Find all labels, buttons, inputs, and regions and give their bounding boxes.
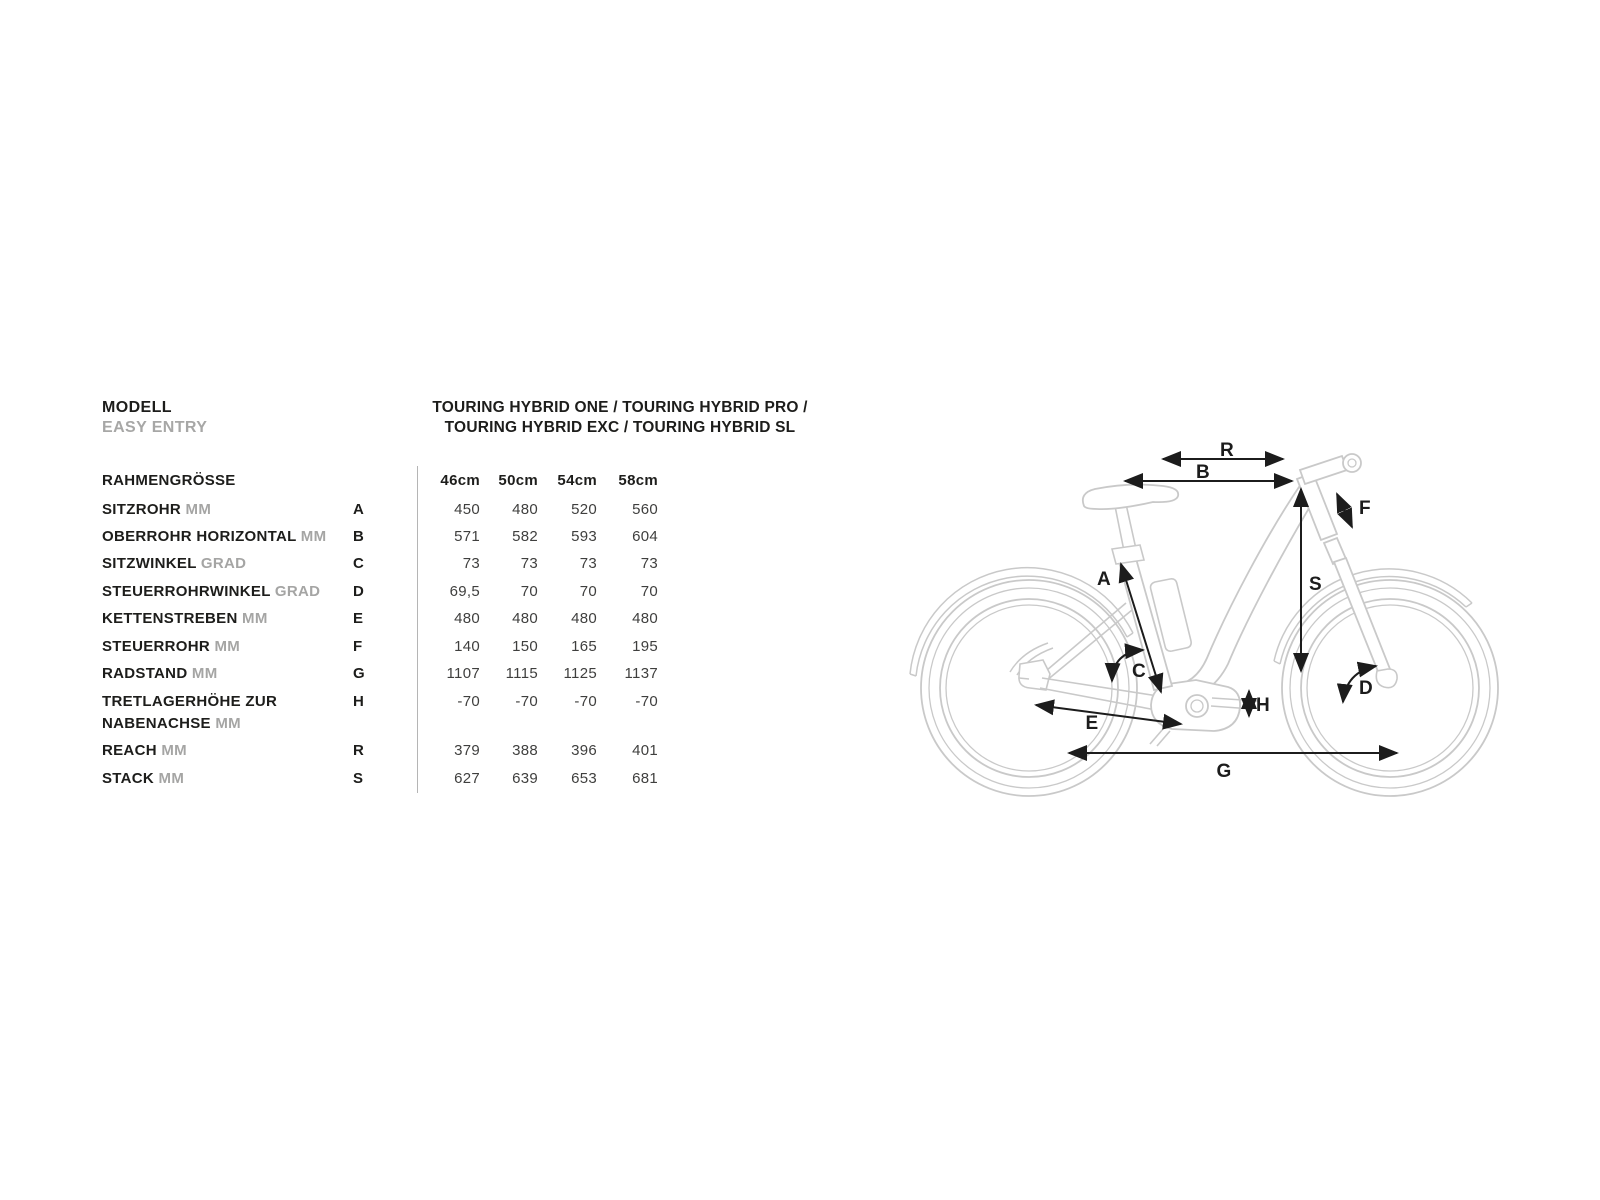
kickstand [1150,729,1170,746]
cell-value: 593 [571,528,597,545]
row-unit: MM [300,528,327,545]
cell-value: 150 [512,638,538,655]
model-names [420,398,820,438]
cell-value: 1137 [624,665,658,682]
cell-value: 560 [632,501,658,518]
cell-value: 73 [462,555,480,572]
row-label: OBERROHR HORIZONTAL [102,528,297,545]
dim-label-D: D [1358,678,1374,699]
dim-label-G: G [1216,761,1232,782]
size-54: 54cm [557,472,597,489]
cell-value: 520 [571,501,597,518]
row-label: RADSTAND [102,665,188,682]
row-label: SITZWINKEL [102,555,197,572]
table-row [102,529,658,544]
row-label: STACK [102,770,155,787]
dim-label-B: B [1195,462,1211,483]
row-unit: GRAD [200,555,247,572]
cell-value: 396 [571,742,597,759]
table-row [102,771,658,786]
size-50: 50cm [498,472,538,489]
table-row [102,584,658,599]
cell-value: 70 [640,583,658,600]
row-letter: S [353,770,364,787]
dim-label-R: R [1219,440,1235,461]
row-unit: MM [214,638,241,655]
dim-label-A: A [1096,569,1112,590]
cell-value: 653 [571,770,597,787]
saddle [1083,485,1178,510]
seat-clamp [1112,545,1144,564]
row-letter: G [353,665,365,682]
row-letter: R [353,742,365,759]
cell-value: 480 [454,610,480,627]
size-46: 46cm [440,472,480,489]
table-row [102,556,658,571]
cell-value: 604 [632,528,658,545]
table-row [102,611,658,626]
row-unit: GRAD [274,583,321,600]
table-row [102,743,658,758]
cell-value: 582 [512,528,538,545]
table-row-sizes [102,473,658,488]
fork-dropout [1376,669,1397,688]
row-label: TRETLAGERHÖHE ZUR [102,693,278,710]
cell-value: 379 [454,742,480,759]
row-unit: MM [161,742,187,759]
row-letter: D [353,583,365,600]
row-label: REACH [102,742,157,759]
cell-value: 1115 [505,665,538,682]
dim-label-S: S [1309,574,1322,595]
bike-frame-main [1083,454,1397,746]
row-unit: MM [191,665,218,682]
cell-value: 627 [454,770,480,787]
cell-value: 1107 [446,665,480,682]
cell-value: 401 [632,742,658,759]
cell-value: 388 [512,742,538,759]
size-58: 58cm [618,472,658,489]
cell-value: 73 [579,555,597,572]
row-label: RAHMENGRÖSSE [102,472,236,489]
cell-value: 480 [512,610,538,627]
row-unit: MM [185,501,212,518]
cell-value: 450 [454,501,480,518]
fork-leg [1334,558,1390,674]
dim-label-H: H [1256,695,1271,716]
row-letter: H [353,693,365,710]
cell-value: 73 [520,555,538,572]
row-unit: MM [215,715,241,732]
cell-value: 480 [571,610,597,627]
row-letter: C [353,555,365,572]
cell-value: 70 [579,583,597,600]
cell-value: 165 [571,638,597,655]
table-row [102,502,658,517]
cell-value: 73 [640,555,658,572]
table-row [102,694,658,731]
row-letter: F [353,638,363,655]
cell-value: 480 [632,610,658,627]
modell-label: MODELL [102,399,172,416]
row-unit: MM [242,610,268,627]
cell-value: 681 [632,770,658,787]
cell-value: 480 [512,501,538,518]
dim-label-C: C [1131,661,1147,682]
cell-value: 69,5 [449,583,480,600]
table-row [102,639,658,654]
cell-value: 140 [454,638,480,655]
seatpost [1115,504,1136,551]
dim-label-F: F [1359,498,1371,519]
row-unit: MM [158,770,185,787]
row-label: STEUERROHR [102,638,211,655]
row-letter: E [353,610,364,627]
row-letter [353,473,417,488]
cell-value: -70 [574,693,597,710]
row-label: STEUERROHRWINKEL [102,583,271,600]
row-letter: A [353,501,365,518]
row-letter: B [353,528,365,545]
stem [1300,456,1347,484]
table-row [102,666,658,681]
model-header [102,398,207,438]
cell-value: 195 [632,638,658,655]
row-label: SITZROHR [102,501,182,518]
cell-value: 1125 [563,665,597,682]
dim-headtube [1337,494,1352,527]
cell-value: 70 [520,583,538,600]
model-names-line1: TOURING HYBRID ONE / TOURING HYBRID PRO / [432,399,808,416]
cell-value: -70 [515,693,538,710]
model-names-line2: TOURING HYBRID EXC / TOURING HYBRID SL [444,419,796,436]
bike-geometry-diagram [880,430,1520,810]
handlebar-grip [1343,454,1361,472]
dim-label-E: E [1085,713,1099,734]
cell-value: -70 [635,693,658,710]
series-label: EASY ENTRY [102,419,208,436]
cell-value: -70 [457,693,480,710]
cell-value: 571 [454,528,480,545]
row-label-line2: NABENACHSE [102,715,211,732]
row-label: KETTENSTREBEN [102,610,238,627]
cell-value: 639 [512,770,538,787]
